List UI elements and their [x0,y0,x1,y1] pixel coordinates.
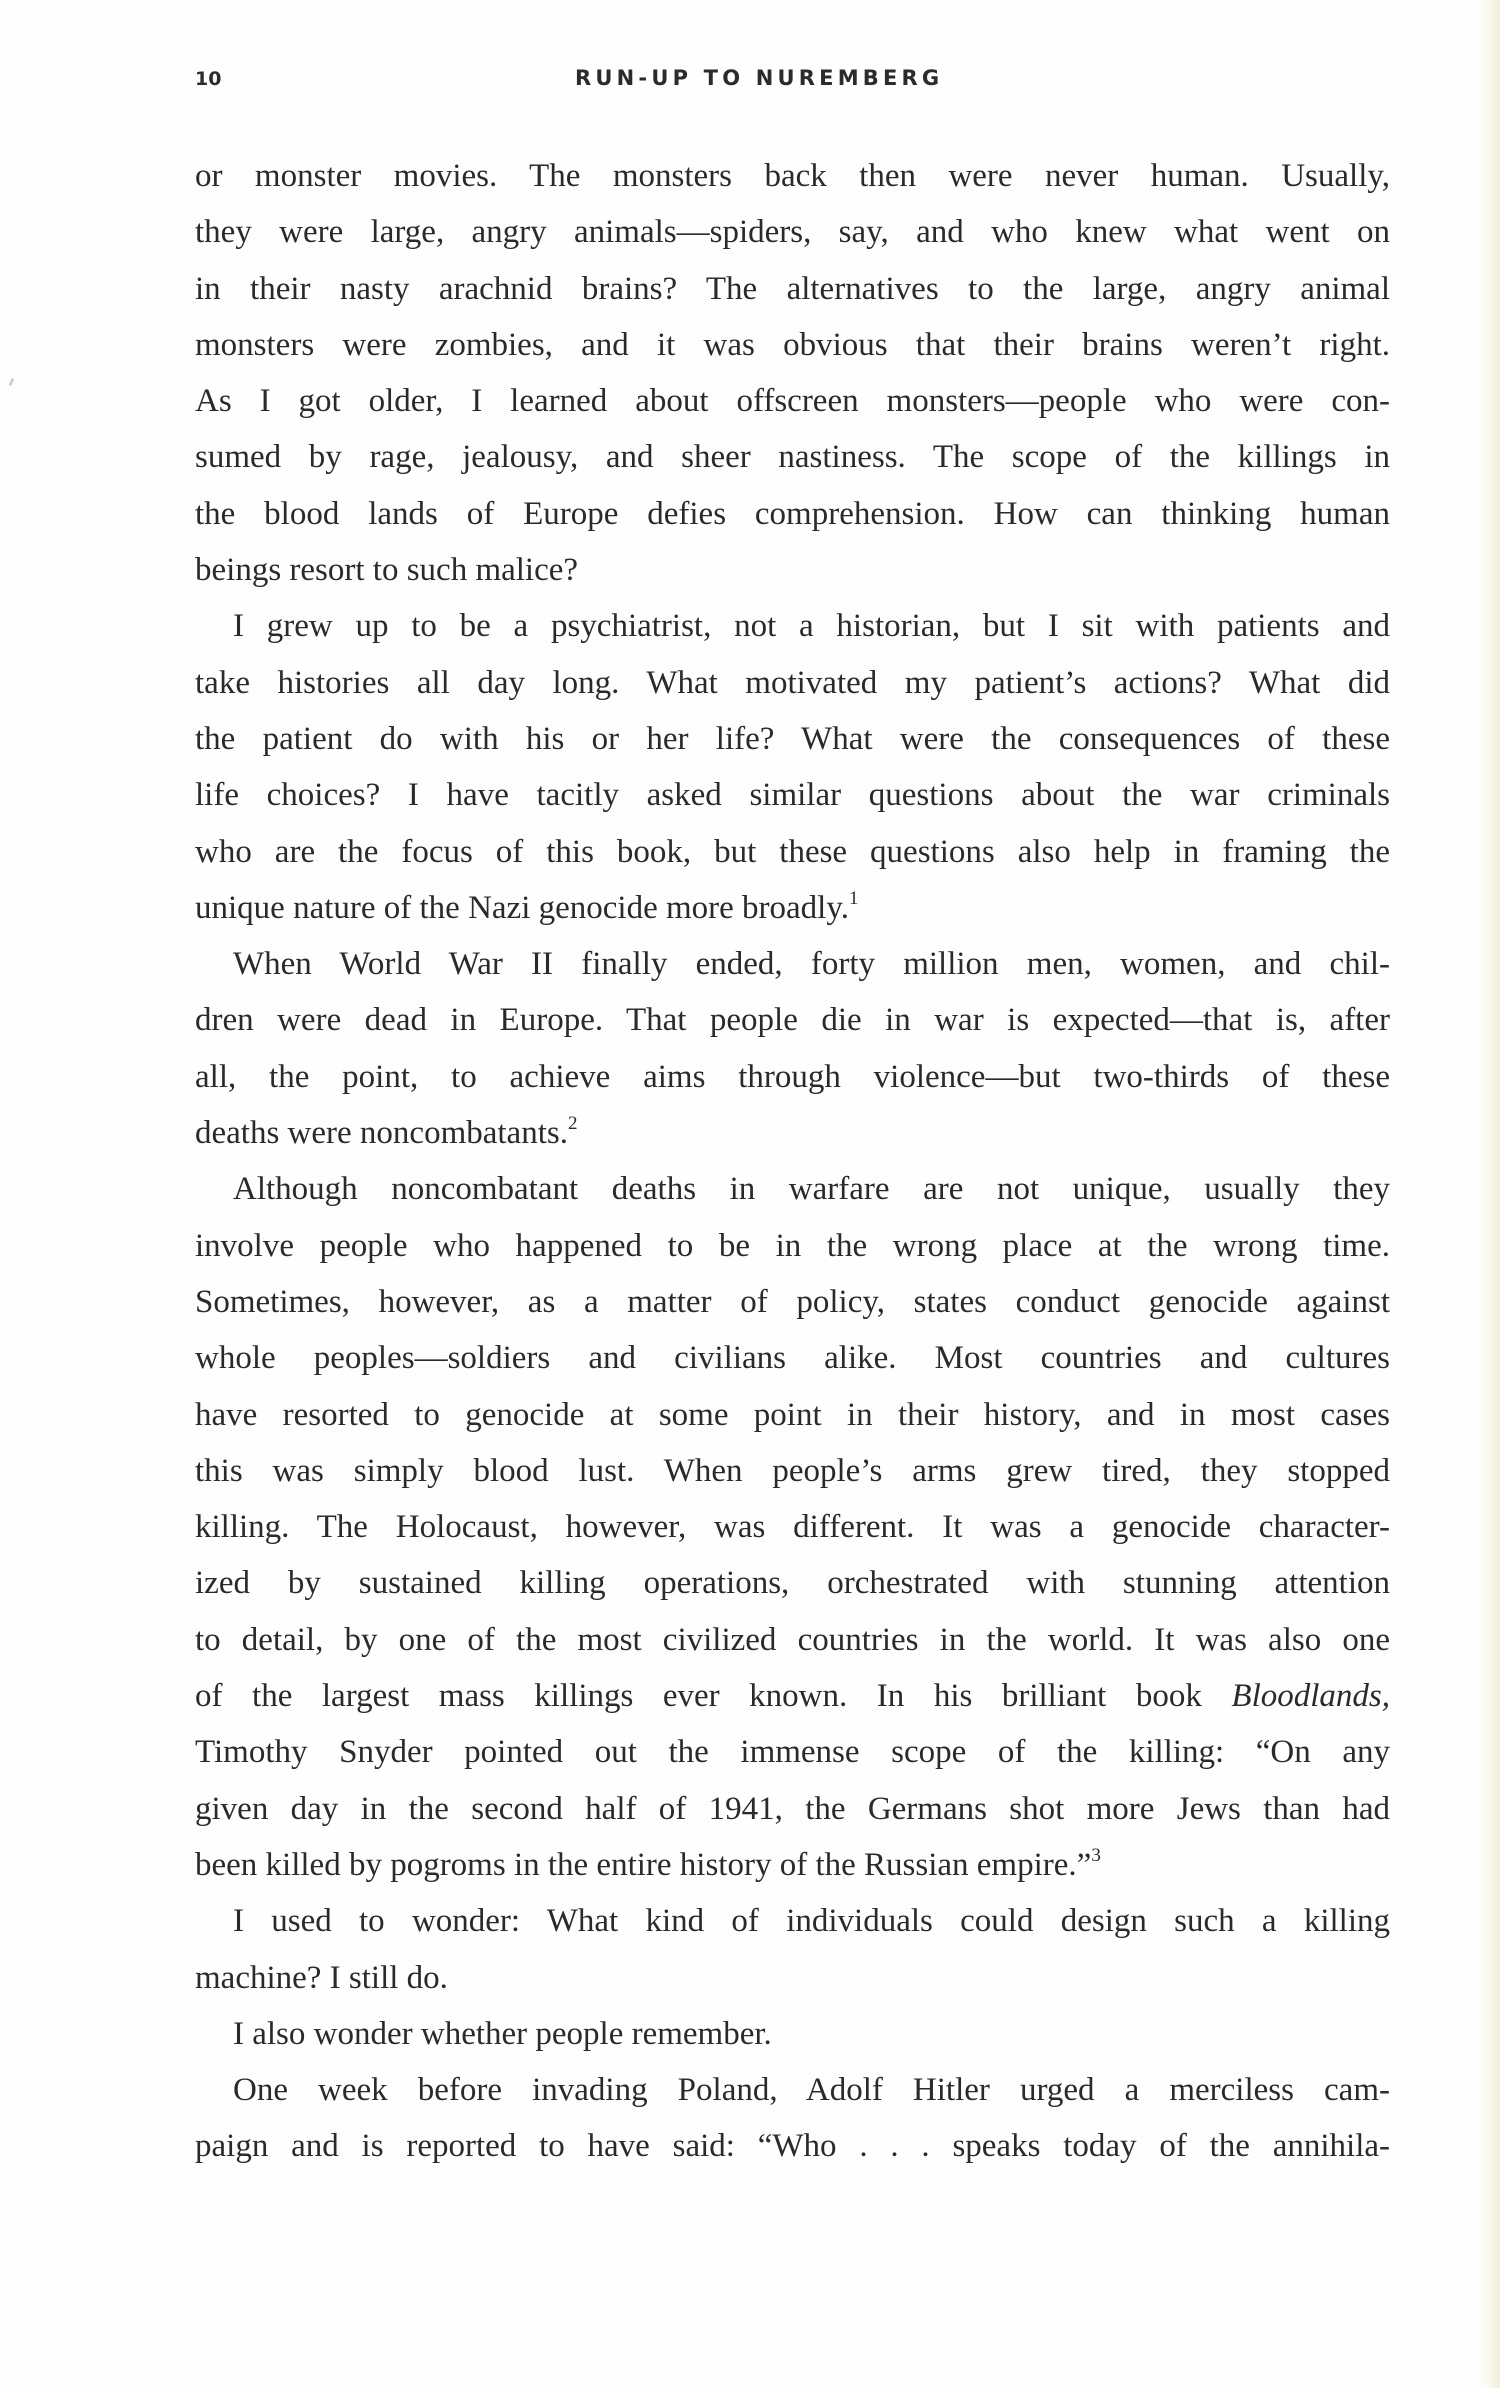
text-line: unique nature of the Nazi genocide more broadly. [195,889,849,926]
text-line-with-footnote [195,1837,1390,1893]
footnote-ref[interactable]: 3 [1091,1844,1101,1866]
running-title: RUN-UP TO NUREMBERG [575,66,944,90]
running-head [195,66,1390,96]
text-line: of the largest mass killings ever known. In his brilliant book [195,1678,1232,1715]
footnote-ref[interactable]: 2 [567,1113,578,1135]
paragraph [195,936,1390,1161]
text-line: take histories all day long. What motivated my patient’s actions? What did [195,664,1390,701]
text-line: As I got older, I learned about offscreen monsters—people who were con- [195,383,1390,420]
paragraph [195,1161,1390,1893]
text-line: all, the point, to achieve aims through violence—but two-thirds of these [195,1058,1390,1095]
text-line: paign and is reported to have said: “Who . . . speaks today of the annihila- [195,2128,1390,2165]
text-line: Timothy Snyder pointed out the immense scope of the killing: “On any [195,1734,1390,1771]
text-line: Although noncombatant deaths in warfare are not unique, usually they [233,1171,1390,1208]
text-line: machine? I still do. [195,1959,448,1996]
text-line: who are the focus of this book, but these questions also help in framing the [195,833,1390,870]
text-line: beings resort to such malice? [195,552,579,589]
paragraph [195,1893,1390,2006]
text-line: the blood lands of Europe defies comprehension. How can thinking human [195,495,1390,532]
text-line: whole peoples—soldiers and civilians alike. Most countries and cultures [195,1340,1390,1377]
scan-speck [8,378,14,387]
paragraph [195,148,1390,598]
text-line: sumed by rage, jealousy, and sheer nastiness. The scope of the killings in [195,439,1390,476]
text-line: involve people who happened to be in the wrong place at the wrong time. [195,1227,1390,1264]
body-text [195,148,1390,2175]
text-line: been killed by pogroms in the entire history of the Russian empire.” [195,1846,1092,1883]
text-line-with-footnote [195,1105,1390,1161]
text-line: monsters were zombies, and it was obvious that their brains weren’t right. [195,326,1390,363]
text-line: dren were dead in Europe. That people die in war is expected—that is, after [195,1002,1390,1039]
page-number: 10 [195,68,222,90]
paragraph [195,2006,1390,2062]
text-line: Sometimes, however, as a matter of policy, states conduct genocide against [195,1283,1390,1320]
text-line: or monster movies. The monsters back then were never human. Usually, [195,158,1390,194]
paragraph [195,2062,1390,2175]
text-line: deaths were noncombatants. [195,1115,568,1152]
text-line-with-italic-title [195,1668,1390,1724]
book-title: Bloodlands, [1231,1678,1390,1715]
footnote-ref[interactable]: 1 [848,887,859,909]
text-line: to detail, by one of the most civilized countries in the world. It was also one [195,1621,1390,1658]
text-line: this was simply blood lust. When people’s arms grew tired, they stopped [195,1452,1390,1489]
text-line: given day in the second half of 1941, the Germans shot more Jews than had [195,1790,1390,1827]
text-line: When World War II finally ended, forty million men, women, and chil- [233,946,1390,983]
text-line: I also wonder whether people remember. [233,2015,772,2052]
text-line: life choices? I have tacitly asked similar questions about the war criminals [195,777,1390,814]
text-line: ized by sustained killing operations, orchestrated with stunning attention [195,1565,1390,1602]
page-edge-shadow [1478,0,1500,2388]
text-line: have resorted to genocide at some point in their history, and in most cases [195,1396,1390,1433]
text-line: in their nasty arachnid brains? The alternatives to the large, angry animal [195,270,1390,307]
text-line: One week before invading Poland, Adolf Hitler urged a merciless cam- [233,2072,1390,2109]
text-line-with-footnote [195,880,1390,936]
text-line: killing. The Holocaust, however, was different. It was a genocide character- [195,1509,1390,1546]
text-line: I grew up to be a psychiatrist, not a historian, but I sit with patients and [233,608,1390,645]
paragraph [195,598,1390,936]
text-line: the patient do with his or her life? What were the consequences of these [195,720,1390,757]
text-line: I used to wonder: What kind of individuals could design such a killing [233,1903,1390,1940]
text-line: they were large, angry animals—spiders, say, and who knew what went on [195,214,1390,251]
